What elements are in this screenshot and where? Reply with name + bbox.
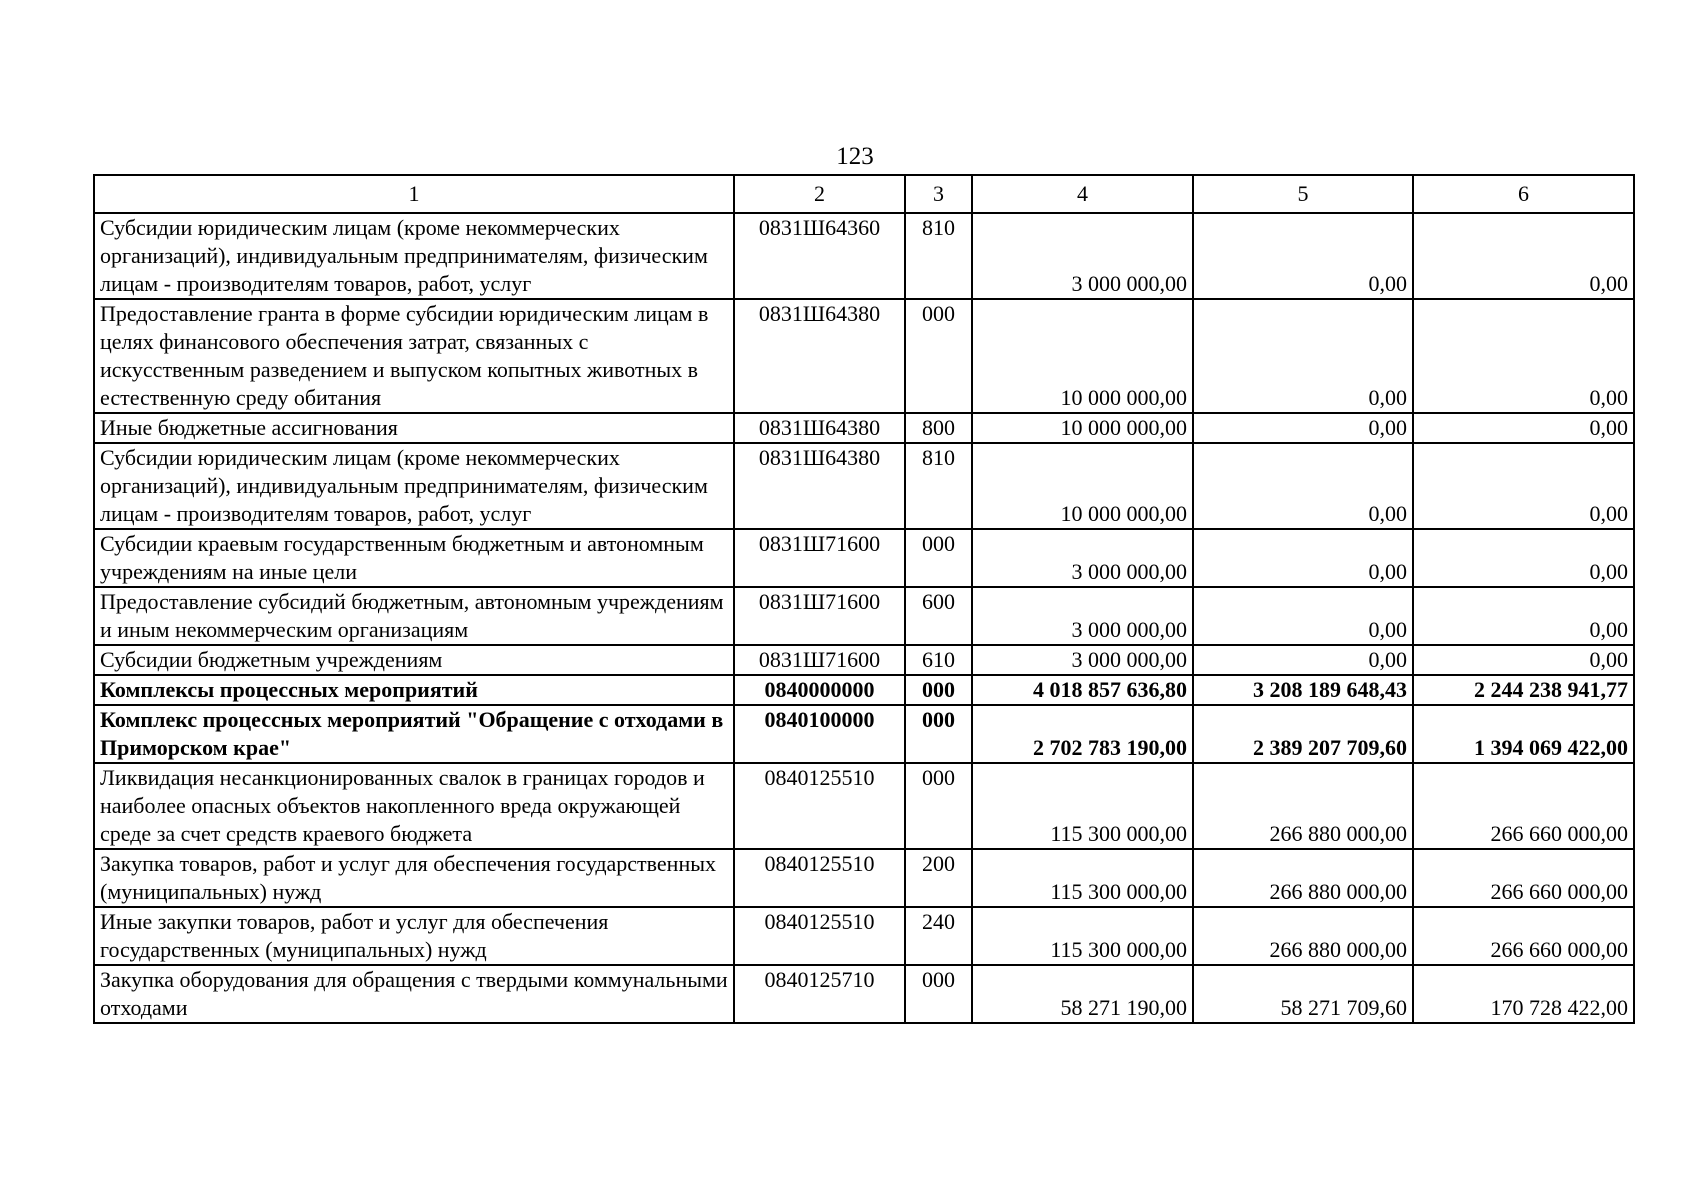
column-header: 2 [734, 175, 905, 213]
row-amount-col6-cell: 0,00 [1413, 587, 1634, 645]
row-expense-type-cell: 000 [905, 965, 972, 1023]
row-target-article-cell: 0840125510 [734, 849, 905, 907]
row-amount-col4-cell: 2 702 783 190,00 [972, 705, 1193, 763]
row-target-article-cell: 0831Ш71600 [734, 645, 905, 675]
row-amount-col5-cell: 266 880 000,00 [1193, 907, 1413, 965]
row-amount-col5-cell: 0,00 [1193, 529, 1413, 587]
row-name-cell: Ликвидация несанкционированных свалок в границах городов и наиболее опасных объектов накопленного вреда окружающей среде за счет средств краевого бюджета [94, 763, 734, 849]
row-expense-type-cell: 000 [905, 299, 972, 413]
row-name-cell: Иные бюджетные ассигнования [94, 413, 734, 443]
row-amount-col4-cell: 4 018 857 636,80 [972, 675, 1193, 705]
row-amount-col4-cell: 3 000 000,00 [972, 529, 1193, 587]
table-row [94, 443, 1634, 529]
row-name-cell: Комплексы процессных мероприятий [94, 675, 734, 705]
row-amount-col5-cell: 266 880 000,00 [1193, 849, 1413, 907]
row-amount-col6-cell: 266 660 000,00 [1413, 763, 1634, 849]
row-amount-col4-cell: 58 271 190,00 [972, 965, 1193, 1023]
table-row [94, 965, 1634, 1023]
row-target-article-cell: 0831Ш64380 [734, 413, 905, 443]
table-row [94, 907, 1634, 965]
row-target-article-cell: 0840125510 [734, 907, 905, 965]
row-amount-col6-cell: 0,00 [1413, 413, 1634, 443]
row-expense-type-cell: 240 [905, 907, 972, 965]
row-name-cell: Комплекс процессных мероприятий "Обращение с отходами в Приморском крае" [94, 705, 734, 763]
row-amount-col6-cell: 0,00 [1413, 299, 1634, 413]
row-target-article-cell: 0840125710 [734, 965, 905, 1023]
row-expense-type-cell: 810 [905, 213, 972, 299]
row-name-cell: Субсидии юридическим лицам (кроме некоммерческих организаций), индивидуальным предпринимателям, физическим лицам - производителям товаров, работ, услуг [94, 213, 734, 299]
row-expense-type-cell: 000 [905, 763, 972, 849]
row-amount-col5-cell: 0,00 [1193, 443, 1413, 529]
row-name-cell: Предоставление гранта в форме субсидии юридическим лицам в целях финансового обеспечения затрат, связанных с искусственным разведением и выпуском копытных животных в естественную среду обитания [94, 299, 734, 413]
row-target-article-cell: 0840000000 [734, 675, 905, 705]
table-row [94, 849, 1634, 907]
table-row [94, 299, 1634, 413]
table-row [94, 529, 1634, 587]
row-name-cell: Субсидии краевым государственным бюджетным и автономным учреждениям на иные цели [94, 529, 734, 587]
row-expense-type-cell: 000 [905, 675, 972, 705]
row-amount-col6-cell: 0,00 [1413, 645, 1634, 675]
table-row [94, 705, 1634, 763]
row-amount-col6-cell: 266 660 000,00 [1413, 849, 1634, 907]
column-header: 3 [905, 175, 972, 213]
row-amount-col4-cell: 115 300 000,00 [972, 763, 1193, 849]
row-amount-col5-cell: 0,00 [1193, 587, 1413, 645]
row-amount-col4-cell: 10 000 000,00 [972, 299, 1193, 413]
row-expense-type-cell: 200 [905, 849, 972, 907]
table-row [94, 213, 1634, 299]
row-amount-col4-cell: 10 000 000,00 [972, 413, 1193, 443]
table-header [94, 175, 1634, 213]
row-amount-col5-cell: 0,00 [1193, 413, 1413, 443]
row-target-article-cell: 0840125510 [734, 763, 905, 849]
row-amount-col6-cell: 1 394 069 422,00 [1413, 705, 1634, 763]
row-amount-col5-cell: 0,00 [1193, 213, 1413, 299]
row-target-article-cell: 0831Ш71600 [734, 587, 905, 645]
row-name-cell: Предоставление субсидий бюджетным, автономным учреждениям и иным некоммерческим организациям [94, 587, 734, 645]
column-header: 1 [94, 175, 734, 213]
row-target-article-cell: 0831Ш64380 [734, 443, 905, 529]
row-target-article-cell: 0840100000 [734, 705, 905, 763]
row-amount-col6-cell: 170 728 422,00 [1413, 965, 1634, 1023]
budget-table [93, 174, 1635, 1024]
row-amount-col6-cell: 0,00 [1413, 443, 1634, 529]
row-amount-col6-cell: 0,00 [1413, 529, 1634, 587]
column-header: 4 [972, 175, 1193, 213]
row-expense-type-cell: 610 [905, 645, 972, 675]
table-row [94, 763, 1634, 849]
row-name-cell: Иные закупки товаров, работ и услуг для обеспечения государственных (муниципальных) нужд [94, 907, 734, 965]
row-name-cell: Закупка оборудования для обращения с твердыми коммунальными отходами [94, 965, 734, 1023]
row-amount-col5-cell: 3 208 189 648,43 [1193, 675, 1413, 705]
header-row [94, 175, 1634, 213]
row-amount-col5-cell: 266 880 000,00 [1193, 763, 1413, 849]
row-name-cell: Субсидии юридическим лицам (кроме некоммерческих организаций), индивидуальным предпринимателям, физическим лицам - производителям товаров, работ, услуг [94, 443, 734, 529]
row-target-article-cell: 0831Ш71600 [734, 529, 905, 587]
row-amount-col6-cell: 266 660 000,00 [1413, 907, 1634, 965]
row-expense-type-cell: 810 [905, 443, 972, 529]
column-header: 6 [1413, 175, 1634, 213]
row-name-cell: Субсидии бюджетным учреждениям [94, 645, 734, 675]
row-expense-type-cell: 000 [905, 705, 972, 763]
row-amount-col4-cell: 3 000 000,00 [972, 645, 1193, 675]
row-amount-col5-cell: 58 271 709,60 [1193, 965, 1413, 1023]
row-amount-col6-cell: 0,00 [1413, 213, 1634, 299]
table-row [94, 587, 1634, 645]
row-name-cell: Закупка товаров, работ и услуг для обеспечения государственных (муниципальных) нужд [94, 849, 734, 907]
row-amount-col4-cell: 10 000 000,00 [972, 443, 1193, 529]
row-amount-col4-cell: 3 000 000,00 [972, 213, 1193, 299]
table-body [94, 213, 1634, 1023]
row-amount-col5-cell: 2 389 207 709,60 [1193, 705, 1413, 763]
row-amount-col4-cell: 3 000 000,00 [972, 587, 1193, 645]
row-amount-col6-cell: 2 244 238 941,77 [1413, 675, 1634, 705]
row-expense-type-cell: 600 [905, 587, 972, 645]
row-amount-col4-cell: 115 300 000,00 [972, 907, 1193, 965]
column-header: 5 [1193, 175, 1413, 213]
table-row [94, 675, 1634, 705]
row-expense-type-cell: 800 [905, 413, 972, 443]
table-row [94, 413, 1634, 443]
row-amount-col5-cell: 0,00 [1193, 645, 1413, 675]
row-target-article-cell: 0831Ш64360 [734, 213, 905, 299]
row-amount-col4-cell: 115 300 000,00 [972, 849, 1193, 907]
table-row [94, 645, 1634, 675]
row-target-article-cell: 0831Ш64380 [734, 299, 905, 413]
page-number: 123 [836, 143, 874, 170]
row-amount-col5-cell: 0,00 [1193, 299, 1413, 413]
row-expense-type-cell: 000 [905, 529, 972, 587]
